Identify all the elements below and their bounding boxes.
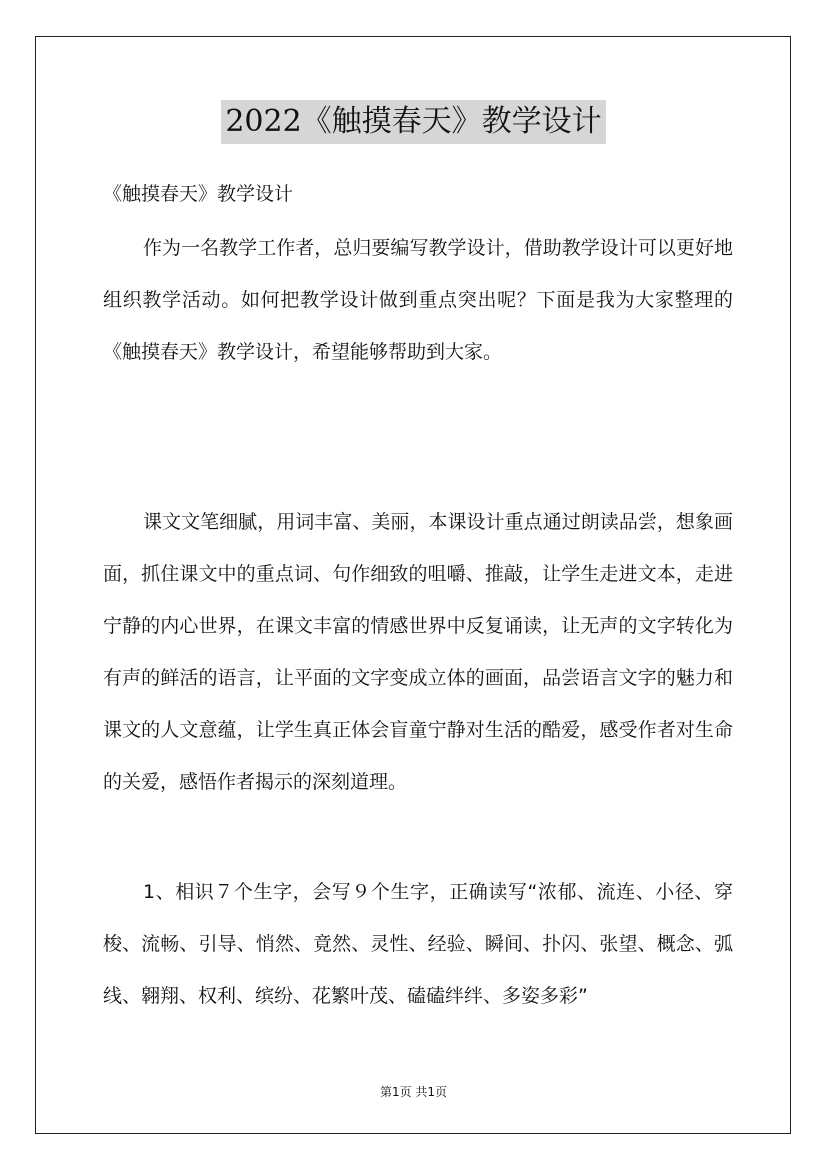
body-paragraph: 课文文笔细腻，用词丰富、美丽，本课设计重点通过朗读品尝，想象画面，抓住课文中的重点词、句作细致的咀嚼、推敲，让学生走进文本，走进宁静的内心世界，在课文丰富的情感世界中反复诵读，让无声的文字转化为有声的鲜活的语言，让平面的文字变成立体的画面，品尝语言文字的魅力和课文的人文意蕴，让学生真正体会盲童宁静对生活的酷爱，感受作者对生命的关爱，感悟作者揭示的深刻道理。 [103, 511, 733, 793]
title-container [0, 100, 827, 144]
page-footer: 第1页 共1页 [379, 1085, 448, 1099]
objective-paragraph: 1、相识７个生字，会写９个生字，正确读写“浓郁、流连、小径、穿梭、流畅、引导、悄然、竟然、灵性、经验、瞬间、扑闪、张望、概念、弧线、翱翔、权利、缤纷、花繁叶茂、磕磕绊绊、多姿多彩” [103, 881, 733, 1007]
intro-paragraph: 作为一名教学工作者，总归要编写教学设计，借助教学设计可以更好地组织教学活动。如何把教学设计做到重点突出呢？下面是我为大家整理的《触摸春天》教学设计，希望能够帮助到大家。 [103, 237, 733, 363]
document-title: 2022《触摸春天》教学设计 [221, 100, 605, 144]
document-subtitle: 《触摸春天》教学设计 [103, 183, 294, 205]
